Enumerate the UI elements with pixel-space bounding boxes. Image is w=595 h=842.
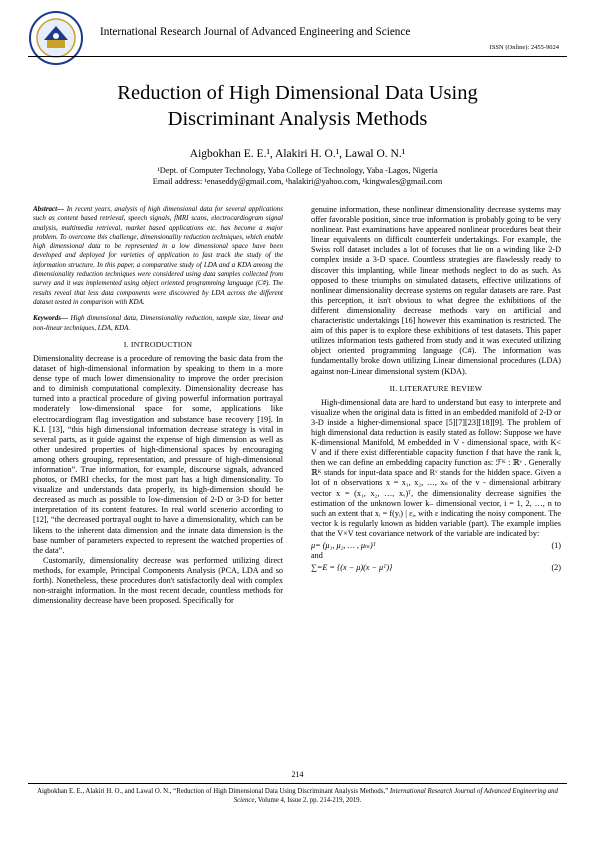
right-paragraph-1: genuine information, these nonlinear dimensionality decrease systems may offer favorable position, since true information is probably going to be very nonlinear. Past examinations have appeared nonlinear procedures beat their linear equivalents on difficult counterfeit undertakings. For example, the Swiss roll dataset includes a lot of focuses that lie on a winding like 2-D complex inside a 3-D space. Countless strategies are flawlessly ready to discover this implanting, while linear methods neglect to do as such. As opposed to these triumphs on simulated datasets, effective utilizations of nonlinear dimensionality decrease systems on regular datasets are rare. Past this perception, it isn't obvious to what degree the exhibitions of the different dimensionality decrease methods vary on artificial and characteristic undertakings [16] however this examination is restricted. The aim of this paper is to explore these exhibitions of test datasets. This paper utilizes information tests gathered from study and it was executed utilizing object oriented programming language (C#). The information was fundamentally broke down utilizing Linear dimensional procedures (LDA) against non-Linear dimensional system (KDA). — [311, 205, 561, 376]
literature-paragraph: High-dimensional data are hard to understand but easy to interprete and visualize when the original data is fitted in an embedded manifold of 2-D or 3-D inside a higher-dimensional space [5][7][23][18][9]. The problem of high dimensional data reduction is easily stated as follow: Suppose we have K-dimensional Manifold, M embedded in V - dimensional space, with K< V and if there exist differentiable capacity function f that have the rank k, then we can define an embedding capacity function as: ℱᴷ : ℝᵛ . Generally ℝᴷ stands for input-data space and Rᵛ stands for the hidden space. Given a lot of n observations x = x₁, x₂, …, xₙ of the v - dimensional arbitrary vector x = (x₁, x₂, …, xᵥ)ᵀ, the dimensionality decrease signifies the estimation of the unknown lower k– dimensional vector, i = 1, 2, …, n to such an extent that xᵢ = f(yᵢ) | εᵢ, with ε indicating the noisy component. The vector k is regularly known as hidden variable (part). The example implies that the V×V test covariance network of the variable are indicated by: — [311, 397, 561, 538]
email-addresses: Email address: ¹enaseddy@gmail.com, ¹halakiri@yahoo.com, ¹kingwales@gmail.com — [152, 177, 443, 186]
abstract-text: In recent years, analysis of high dimensional data for several applications such as content based retrieval, speech signals, fMRI scans, electrocardiogram signal analysis, multimedia retrieval, market based applications etc. has become a major problem. To overcome this challenge, dimensionality reduction techniques, which enable high dimensional data to be represented in a low dimensional space have been developed and deployed for varieties of application to fast track the study of the information structure. In this paper, a comparative study of LDA and a KDA among the dimensionality reduction techniques were considered using data samples collected from survey and it was implemented using object oriented programming language (C#). The results reveal that less data components were discovered by LDA across the different dataset tested in comparison with KDA. — [33, 205, 283, 306]
affiliation-block — [0, 165, 595, 187]
paper-title — [0, 80, 595, 132]
keywords — [33, 314, 283, 333]
keywords-text: High dimensional data, Dimensionality reduction, sample size, linear and non-linear techniques, LDA, KDA. — [33, 314, 283, 332]
affiliation: ¹Dept. of Computer Technology, Yaba College of Technology, Yaba -Lagos, Nigeria — [157, 166, 438, 175]
journal-name: International Research Journal of Advanced Engineering and Science — [100, 26, 411, 38]
title-line-2: Discriminant Analysis Methods — [167, 108, 428, 130]
intro-paragraph-2: Customarily, dimensionality decrease was performed utilizing direct methods, for example, Principal Components Analysis (PCA, LDA and so forth). Nonetheless, these procedures don't satisfactorily deal with complex non-straight information. In the most recent decade, countless methods for dimensionality decrease have been proposed. Specifically for — [33, 555, 283, 606]
equation-1-number: (1) — [551, 541, 561, 550]
equation-2-number: (2) — [551, 563, 561, 573]
right-column — [311, 205, 561, 573]
equation-2-body: ∑=E = {(x − μ)(x − μᵀ)} — [311, 563, 393, 573]
section-heading-literature-review: II. LITERATURE REVIEW — [389, 383, 483, 393]
footer-divider — [28, 783, 567, 784]
citation-tail: , Volume 4, Issue 2, pp. 214-219, 2019. — [254, 797, 362, 804]
left-column — [33, 205, 283, 606]
citation — [30, 787, 565, 805]
page-number: 214 — [291, 770, 304, 779]
and-text: and — [311, 551, 323, 561]
keywords-label: Keywords— — [33, 314, 68, 323]
author-list: Aigbokhan E. E.¹, Alakiri H. O.¹, Lawal O. N.¹ — [189, 148, 406, 160]
journal-logo — [28, 10, 84, 66]
citation-text: Aigbokhan E. E., Alakiri H. O., and Lawal O. N., “Reduction of High Dimensional Data Using Discriminant Analysis Methods,” — [37, 788, 389, 795]
equation-1 — [311, 541, 561, 551]
abstract — [33, 205, 283, 307]
logo-seal-icon — [28, 10, 84, 66]
abstract-label: Abstract— — [33, 205, 65, 213]
section-heading-introduction: I. INTRODUCTION — [123, 339, 193, 349]
citation-journal: International Research Journal of Advanced Engineering and Science — [233, 788, 558, 804]
header-divider — [28, 56, 567, 57]
equation-2 — [311, 563, 561, 573]
equation-1-body: μ= (μ₁, μ₂, … , μₘ)ᵀ — [311, 541, 376, 550]
intro-paragraph-1: Dimensionality decrease is a procedure of removing the basic data from the dataset of high-dimensional information by speaking to them in a more dense type of much lower dimensionality to improve the order precision and to diminish computational complexity. Dimensionality decrease has turned into a practical procedure of giving powerful information portrayal moderately low-dimensional space for some, applications like electrocardiogram flag investigation and substance base recovery [19]. In K.I. [13], “this high dimensional information decrease strategy is vital in several parts, as it guide against the expense of high dimension as well as other undesired properties of high-dimensional spaces by encouraging among others grouping, representation, and pressure of high-dimensional information”. True information, for example, discourse signals, advanced photos, or fMRI checks, for the most part has a high dimensionality. To visualize and understands data properly, its high-dimension should be decreased as much as possible to low-dimension of 2-D or 3-D for better interpretation of its content features. In real world scenerio according to [12], “the decreased portrayal ought to have a dimensionality, which can be likens to the inherent data dimension and the innate data dimension is the base number of parameters expected to represent the watched properties of the data”. — [33, 353, 283, 555]
issn: ISSN (Online): 2455-9024 — [489, 44, 559, 51]
title-line-1: Reduction of High Dimensional Data Using — [117, 82, 478, 104]
